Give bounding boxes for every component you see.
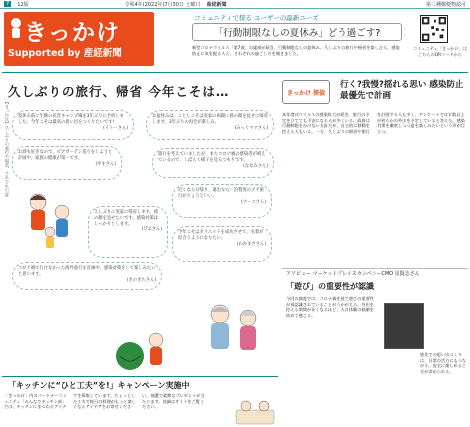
speech-bubble bbox=[12, 146, 122, 180]
side-divider bbox=[282, 268, 468, 269]
family-illustration bbox=[22, 188, 80, 250]
speech-bubbles-area bbox=[2, 96, 278, 374]
bubble-text: 久しぶりに実家に帰省します。孫の顔を見せたいです。感染対策はしっかりとします。 bbox=[94, 210, 159, 227]
grandparents-illustration bbox=[198, 296, 268, 370]
bubble-text: お酒も好きなので、ビアガーデン巡りをしようと計画中。家族の健康が第一です。 bbox=[18, 150, 113, 161]
kitchen-illustration bbox=[232, 398, 278, 426]
postal-label: 第三種郵便物認可 bbox=[425, 1, 466, 8]
speech-bubble bbox=[152, 148, 274, 178]
bubble-author: (きのきちさん) bbox=[126, 277, 156, 283]
portrait-photo bbox=[384, 303, 424, 349]
bubble-author: (ななみさん) bbox=[243, 163, 268, 169]
logo-title: きっかけ bbox=[24, 20, 120, 46]
speech-bubble bbox=[88, 206, 168, 258]
headline: 「行動制限なしの夏休み」どう過ごす? bbox=[192, 23, 402, 41]
campaign-title: 「キッチンに“ひと工夫”を!」キャンペーン実施中 bbox=[8, 381, 190, 390]
masthead bbox=[0, 9, 470, 71]
bubble-text: コロナ禍で行けなかった海外旅行を計画中。感染対策をして楽しみたいと思います。 bbox=[18, 266, 156, 277]
side-logo: きっかけ 探偵 bbox=[282, 80, 330, 104]
bottom-divider bbox=[2, 376, 278, 377]
qr-code-icon[interactable] bbox=[420, 15, 448, 43]
speech-bubble bbox=[172, 226, 272, 262]
bubble-author: (やすさん) bbox=[95, 161, 116, 167]
date-label: 令和4年(2022年)7月30日 土曜日 bbox=[124, 1, 201, 8]
edition-label: 12版 bbox=[17, 1, 29, 8]
speech-bubble bbox=[146, 110, 274, 140]
side-headline: 行く?我慢?揺れる思い 感染防止最優先で計画 bbox=[340, 80, 464, 101]
bubble-author: (ぴよさん) bbox=[141, 227, 162, 233]
bubble-text: お盆休みは、ことしこそは実家の両親に孫の顔を見せに帰省します。3年ぶりの再会が楽しみ。 bbox=[152, 114, 269, 125]
speech-bubble bbox=[12, 110, 134, 140]
kicker-text: コミュニティで探る ユーザーの最新ニーズ bbox=[194, 14, 319, 22]
side-body-text: 本年度はウイルスの感染拡大が続き、旅行の予定を立てても不安になる人が多くいる。政府は行動制限をかけない方針だが、自主的に移動を控える人もいる。一方、久しぶりの帰省や旅行を計画する人も多く、アンケートでは半数以上が何らかの外出を予定していると答えた。感染対策を徹底しつつ夏を楽しみたいという声が目立つ。 bbox=[282, 112, 465, 134]
bubble-author: (ナーコさん) bbox=[241, 199, 266, 205]
bubble-text: 夏休み前に生駒の民営キャンプ場を3年ぶりに予約しました。今年こそは最高の思い出をつくりたいです! bbox=[18, 114, 124, 125]
qr-caption: コミュニティ「きっかけ」はこちらのQRコードから bbox=[412, 46, 468, 57]
paper-name: 産経新聞 bbox=[206, 1, 227, 8]
page-header-strip bbox=[0, 0, 470, 9]
speech-bubble bbox=[12, 262, 162, 290]
column-byline: アソビュー マーケットプレイスカンパニーCMO 星賢志さん bbox=[286, 271, 420, 277]
watermelon-illustration bbox=[114, 326, 174, 374]
character-icon bbox=[6, 16, 26, 42]
masthead-divider bbox=[2, 72, 468, 73]
bubble-author: (みっくママさん) bbox=[234, 125, 268, 131]
bubble-author: (イトーさん) bbox=[103, 125, 128, 131]
main-title: 久しぶりの旅行、帰省 今年こそは… bbox=[8, 84, 230, 99]
column-headline: 「遊び」の重要性が認識 bbox=[286, 282, 374, 291]
page-number: 7 bbox=[6, 1, 10, 7]
kikkake-logo bbox=[4, 12, 154, 66]
column-body-text-right: 旅先での思い出づくりは、日常の活力にもつながる。安全に楽しめる工夫が求められる。 bbox=[420, 352, 467, 374]
vertical-caption: 【きっかけ】久しぶりの旅行や帰省、それぞれの夏 bbox=[5, 100, 10, 197]
column-body-text: 今回の調査では、コロナ禍を経て遊びの重要性が再認識されていることがうかがえる。外出を控える期間が長くなるほど、人は体験の価値を改めて感じる。 bbox=[286, 296, 374, 318]
campaign-body-text: 「きっかけ」内のパートナーコミュニティ「みんなでキッチン部」では、キッチンにまつわるアイデアを募集しています。ちょっとした工夫で毎日の料理がもっと楽しくなるアイデアをお寄せください。抽選で素敵なプレゼントが当たります。詳細はサイトをご覧ください。 bbox=[4, 393, 205, 410]
bubble-text: 旅行を考えていましたが、またコロナ禍の感染者が増えているので、しばらく様子を見るつもりです。 bbox=[158, 152, 266, 163]
speech-bubble bbox=[172, 184, 272, 218]
bubble-author: (わかまささん) bbox=[236, 241, 266, 247]
bubble-text: 今年こそはダイエットを成功させて、水着が似合うようになりたい。 bbox=[178, 230, 264, 241]
lead-text: 新型コロナウイルス「第7波」の猛威が続き、行動制限なしの夏休み。久しぶりの旅行や帰省を楽しむ人、感染防止に気を配る人と、それぞれの過ごし方を聞きました。 bbox=[192, 45, 400, 56]
bubble-text: 近くなら日帰り、遠出なら一泊程度のプチ旅行がちょうどいい。 bbox=[178, 188, 264, 199]
logo-subtitle: Supported by 産経新聞 bbox=[8, 48, 122, 59]
